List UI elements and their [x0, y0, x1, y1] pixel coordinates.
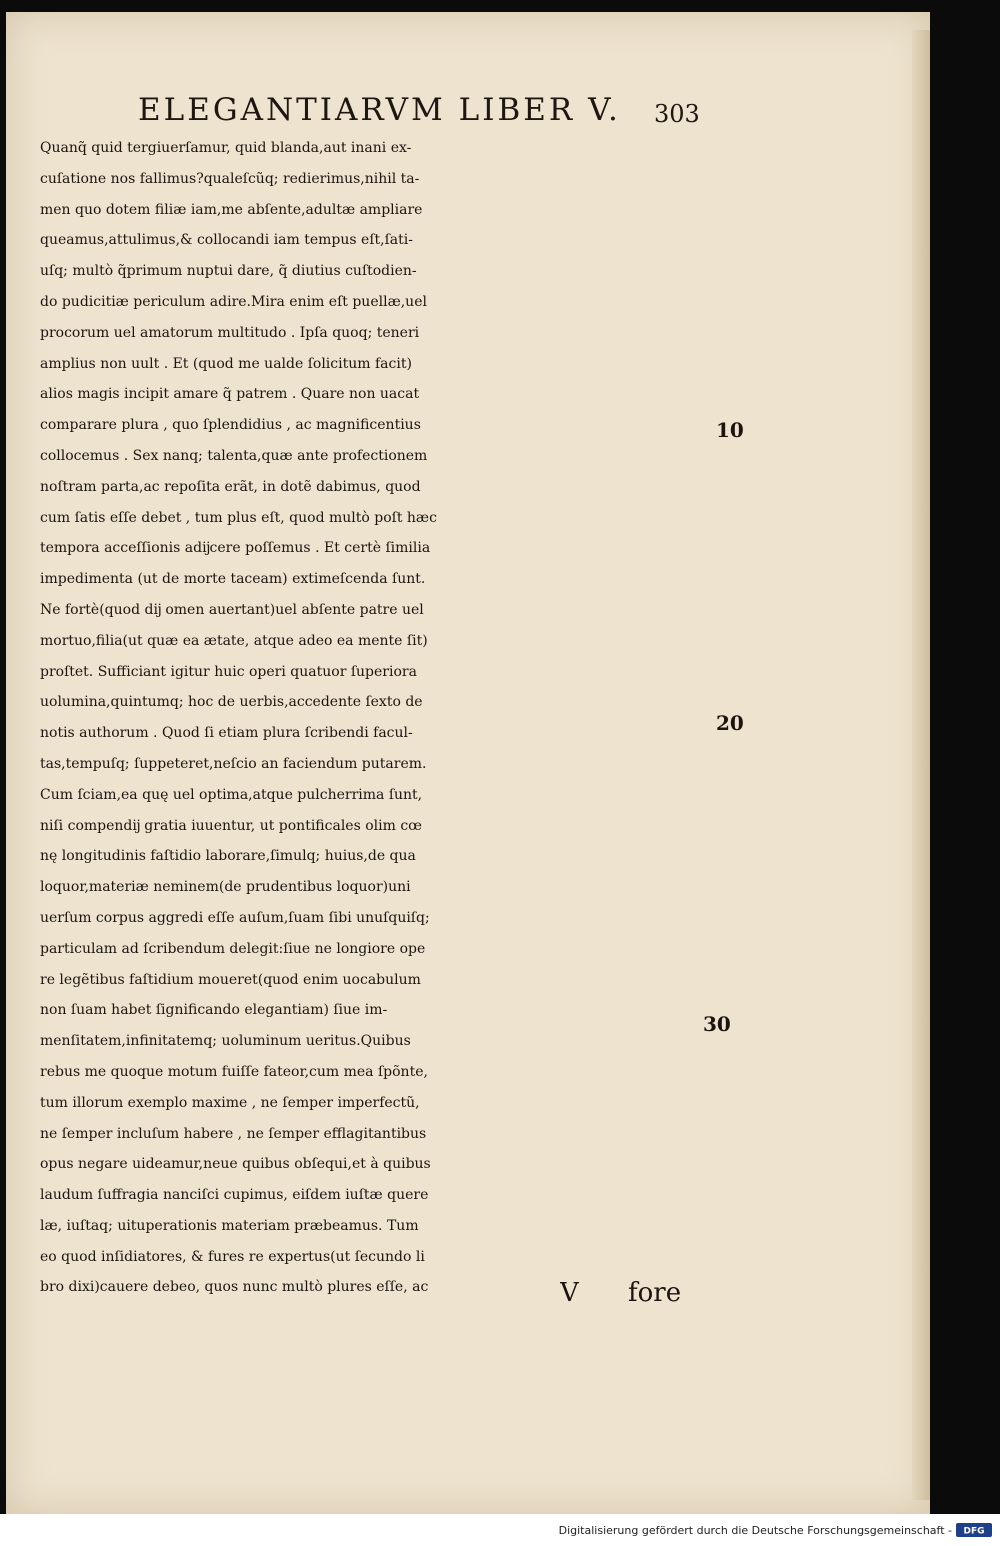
- dfg-logo-icon: [959, 1525, 989, 1535]
- text-line: eo quod inſidiatores, & fures re expertus(ut ſecundo li: [40, 1248, 425, 1265]
- text-line: do pudicitiæ periculum adire.Mira enim eſt puellæ,uel: [40, 293, 427, 310]
- line-number-marker: 30: [703, 1012, 731, 1036]
- page-number: 303: [654, 100, 700, 128]
- text-line: uerſum corpus aggredi eſſe auſum,ſuam ſibi unuſquiſq;: [40, 909, 430, 926]
- page-edge: [912, 30, 930, 1500]
- digitization-footer: [0, 1514, 1000, 1546]
- text-line: re legẽtibus faſtidium moueret(quod enim uocabulum: [40, 971, 421, 988]
- text-line: Quanq̃ quid tergiuerſamur, quid blanda,aut inani ex-: [40, 140, 412, 156]
- text-line: ne ſemper incluſum habere , ne ſemper efflagitantibus: [40, 1125, 427, 1142]
- text-line: comparare plura , quo ſplendidius , ac magnificentius: [40, 417, 421, 434]
- text-line: impedimenta (ut de morte taceam) extimeſcenda ſunt.: [40, 571, 426, 588]
- text-line: opus negare uideamur,neue quibus obſequi,et à quibus: [40, 1156, 431, 1173]
- text-line: loquor,materiæ neminem(de prudentibus loquor)uni: [40, 879, 411, 896]
- text-line: cuſatione nos fallimus?qualeſcũq; redierimus,nihil ta-: [40, 170, 420, 187]
- text-line: uolumina,quintumq; hoc de uerbis,accedente ſexto de: [40, 694, 423, 711]
- text-line: amplius non uult . Et (quod me ualde ſolicitum facit): [40, 355, 412, 372]
- text-line: Ne fortè(quod dĳ omen auertant)uel abſente patre uel: [40, 601, 424, 618]
- text-line: nę longitudinis faſtidio laborare,ſimulq; huius,de qua: [40, 848, 416, 865]
- text-line: tum illorum exemplo maxime , ne ſemper imperfectũ,: [40, 1094, 420, 1111]
- text-line: menſitatem,infinitatemq; uoluminum ueritus.Quibus: [40, 1033, 411, 1050]
- text-line: proſtet. Sufficiant igitur huic operi quatuor ſuperiora: [40, 663, 417, 680]
- text-line: particulam ad ſcribendum delegit:ſiue ne longiore ope: [40, 940, 426, 957]
- text-line: bro dixi)cauere debeo, quos nunc multò plures eſſe, ac: [40, 1279, 429, 1296]
- text-line: procorum uel amatorum multitudo . Ipſa quoq; teneri: [40, 324, 420, 341]
- body-text: [40, 133, 720, 1303]
- text-line: non ſuam habet ſignificando elegantiam) ſiue im-: [40, 1002, 388, 1019]
- running-head: ELEGANTIARVM LIBER V.: [138, 92, 621, 128]
- text-line: rebus me quoque motum fuiſſe fateor,cum mea ſpõnte,: [40, 1063, 428, 1080]
- dfg-logo: [956, 1523, 992, 1537]
- text-line: niſi compendĳ gratia iuuentur, ut pontificales olim cœ: [40, 817, 423, 834]
- signature-mark: V: [560, 1278, 579, 1308]
- line-number-marker: 10: [716, 418, 744, 442]
- text-line: men quo dotem filiæ iam,me abſente,adultæ ampliare: [40, 201, 423, 218]
- text-line: Cum ſciam,ea quę uel optima,atque pulcherrima ſunt,: [40, 786, 423, 803]
- svg-text:DFG: DFG: [963, 1526, 985, 1535]
- catchword: fore: [628, 1278, 682, 1308]
- text-line: tempora acceſſionis adĳcere poſſemus . Et certè ſimilia: [40, 540, 431, 557]
- text-line: collocemus . Sex nanq; talenta,quæ ante profectionem: [40, 447, 428, 464]
- line-number-marker: 20: [716, 711, 744, 735]
- text-line: læ, iuſtaq; uituperationis materiam præbeamus. Tum: [40, 1217, 419, 1234]
- text-line: mortuo,filia(ut quæ ea ætate, atque adeo ea mente ſit): [40, 632, 428, 649]
- text-line: laudum ſuffragia nanciſci cupimus, eiſdem iuſtæ quere: [40, 1187, 429, 1204]
- funding-note: Digitalisierung gefördert durch die Deutsche Forschungsgemeinschaft -: [558, 1523, 952, 1537]
- text-line: notis authorum . Quod ſi etiam plura ſcribendi facul-: [40, 725, 413, 742]
- text-line: tas,tempuſq; ſuppeteret,neſcio an faciendum putarem.: [40, 755, 427, 772]
- text-line: queamus,attulimus,& collocandi iam tempus eſt,ſati-: [40, 232, 413, 249]
- text-line: noſtram parta,ac repoſita erãt, in dotẽ dabimus, quod: [40, 478, 421, 495]
- text-line: uſq; multò q̃primum nuptui dare, q̃ diutius cuſtodien-: [40, 263, 417, 280]
- text-line: alios magis incipit amare q̃ patrem . Quare non uacat: [40, 386, 420, 403]
- text-line: cum ſatis eſſe debet , tum plus eſt, quod multò poſt hæc: [40, 509, 437, 526]
